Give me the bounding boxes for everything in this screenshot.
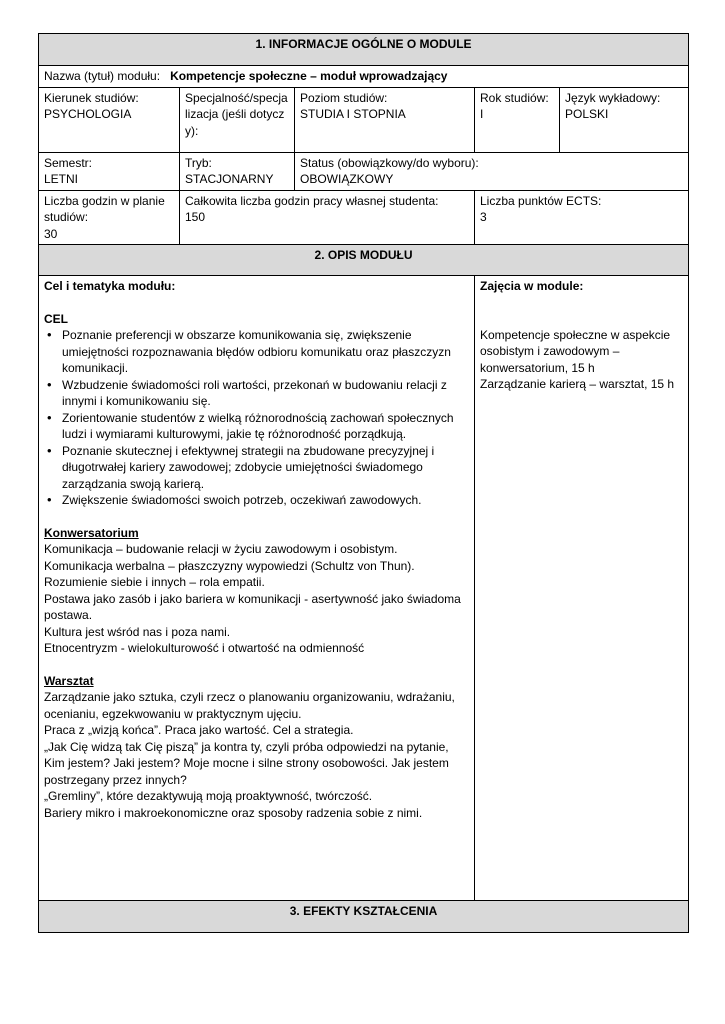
warsztat-line: „Gremliny”, które dezaktywują moją proaktywność, twórczość.	[44, 789, 373, 803]
konwersatorium-line: Komunikacja werbalna – płaszczyzny wypowiedzi (Schultz von Thun).	[44, 558, 415, 573]
zajecia-line: Zarządzanie karierą – warsztat, 15 h	[480, 377, 675, 391]
cel-item: • Poznanie skutecznej i efektywnej strategii na zbudowane precyzyjnej i długotrwałej kariery zawodowej; zdobycie umiejętności świadomego zarządzania swoją karierą.	[62, 443, 469, 493]
konwersatorium-label: Konwersatorium	[44, 525, 139, 540]
ects-label: Liczba punktów ECTS:	[480, 193, 602, 208]
konwersatorium-line: Komunikacja – budowanie relacji w życiu zawodowym i osobistym.	[44, 542, 398, 556]
warsztat-line: Bariery mikro i makroekonomiczne oraz sposoby radzenia sobie z nimi.	[44, 805, 423, 820]
semestr-value: LETNI	[44, 172, 79, 186]
zajecia-header: Zajęcia w module:	[480, 279, 584, 293]
module-name-label: Nazwa (tytuł) modułu:	[44, 69, 161, 83]
semestr-cell	[39, 152, 180, 190]
tryb-cell	[180, 152, 295, 190]
cel-item: • Wzbudzenie świadomości roli wartości, przekonań w budowaniu relacji z innymi i komunikowaniu się.	[62, 377, 469, 410]
kierunek-cell	[39, 87, 180, 152]
praca-cell	[180, 190, 475, 245]
konwersatorium-line: Etnocentryzm - wielokulturowość i otwartość na odmienność	[44, 641, 365, 655]
ects-value: 3	[480, 210, 487, 224]
kierunek-value: PSYCHOLOGIA	[44, 107, 132, 121]
poziom-cell	[295, 87, 475, 152]
cel-list	[44, 327, 469, 509]
poziom-label: Poziom studiów:	[300, 90, 388, 105]
praca-label: Całkowita liczba godzin pracy własnej studenta:	[185, 193, 439, 208]
warsztat-line: „Jak Cię widzą tak Cię piszą” ja kontra ty, czyli próba odpowiedzi na pytanie, Kim jestem? Jaki jestem? Moje mocne i silne strony osobowości. Jak jestem postrzegany przez innych?	[44, 739, 449, 787]
warsztat-line: Praca z „wizją końca”. Praca jako wartość. Cel a strategia.	[44, 723, 354, 737]
status-value: OBOWIĄZKOWY	[300, 172, 394, 186]
rok-cell	[475, 87, 560, 152]
jezyk-value: POLSKI	[565, 107, 609, 121]
cel-tematyka-cell	[39, 276, 475, 901]
jezyk-cell	[560, 87, 689, 152]
zajecia-line: Kompetencje społeczne w aspekcie osobistym i zawodowym – konwersatorium, 15 h	[480, 327, 671, 375]
tryb-label: Tryb:	[185, 155, 212, 170]
godziny-label: Liczba godzin w planie studiów:	[44, 193, 165, 224]
section-3-title: 3. EFEKTY KSZTAŁCENIA	[289, 904, 438, 918]
status-label: Status (obowiązkowy/do wyboru):	[300, 155, 479, 170]
section-2-header	[39, 245, 689, 276]
warsztat-label: Warsztat	[44, 673, 94, 688]
module-name-row	[39, 66, 689, 88]
tryb-value: STACJONARNY	[185, 172, 274, 186]
kierunek-label: Kierunek studiów:	[44, 90, 139, 105]
cel-item: • Zorientowanie studentów z wielką różnorodnością zachowań społecznych ludzi i wymiarami kulturowymi, jakie tę różnorodność porządkują.	[62, 410, 469, 443]
module-name-value: Kompetencje społeczne – moduł wprowadzający	[170, 69, 448, 83]
poziom-value: STUDIA I STOPNIA	[300, 107, 406, 121]
specjalnosc-cell	[180, 87, 295, 152]
praca-value: 150	[185, 210, 206, 224]
status-cell	[295, 152, 689, 190]
cel-item: • Zwiększenie świadomości swoich potrzeb, oczekiwań zawodowych.	[62, 492, 469, 509]
module-table	[38, 33, 689, 933]
cel-tematyka-header: Cel i tematyka modułu:	[44, 279, 176, 293]
rok-label: Rok studiów:	[480, 90, 549, 105]
konwersatorium-line: Kultura jest wśród nas i poza nami.	[44, 624, 231, 639]
konwersatorium-line: Rozumienie siebie i innych – rola empatii.	[44, 575, 265, 589]
cel-item: • Poznanie preferencji w obszarze komunikowania się, zwiększenie umiejętności rozpoznawania błędów odbioru komunikatu oraz płaszczyzn komunikacji.	[62, 327, 469, 377]
zajecia-cell	[475, 276, 689, 901]
module-form	[38, 33, 688, 933]
warsztat-line: Zarządzanie jako sztuka, czyli rzecz o planowaniu organizowaniu, wdrażaniu, ocenianiu, egzekwowaniu w praktycznym ujęciu.	[44, 690, 455, 721]
specjalnosc-label: Specjalność/specjalizacja (jeśli dotyczy):	[185, 90, 288, 138]
godziny-value: 30	[44, 226, 58, 241]
ects-cell	[475, 190, 689, 245]
konwersatorium-line: Postawa jako zasób i jako bariera w komunikacji - asertywność jako świadoma postawa.	[44, 591, 461, 622]
section-2-title: 2. OPIS MODUŁU	[314, 248, 413, 262]
semestr-label: Semestr:	[44, 155, 93, 170]
jezyk-label: Język wykładowy:	[565, 90, 661, 105]
section-1-header	[39, 34, 689, 66]
rok-value: I	[480, 107, 484, 121]
section-1-title: 1. INFORMACJE OGÓLNE O MODULE	[255, 37, 472, 51]
cel-label: CEL	[44, 311, 68, 326]
godziny-cell	[39, 190, 180, 245]
section-3-header	[39, 901, 689, 933]
